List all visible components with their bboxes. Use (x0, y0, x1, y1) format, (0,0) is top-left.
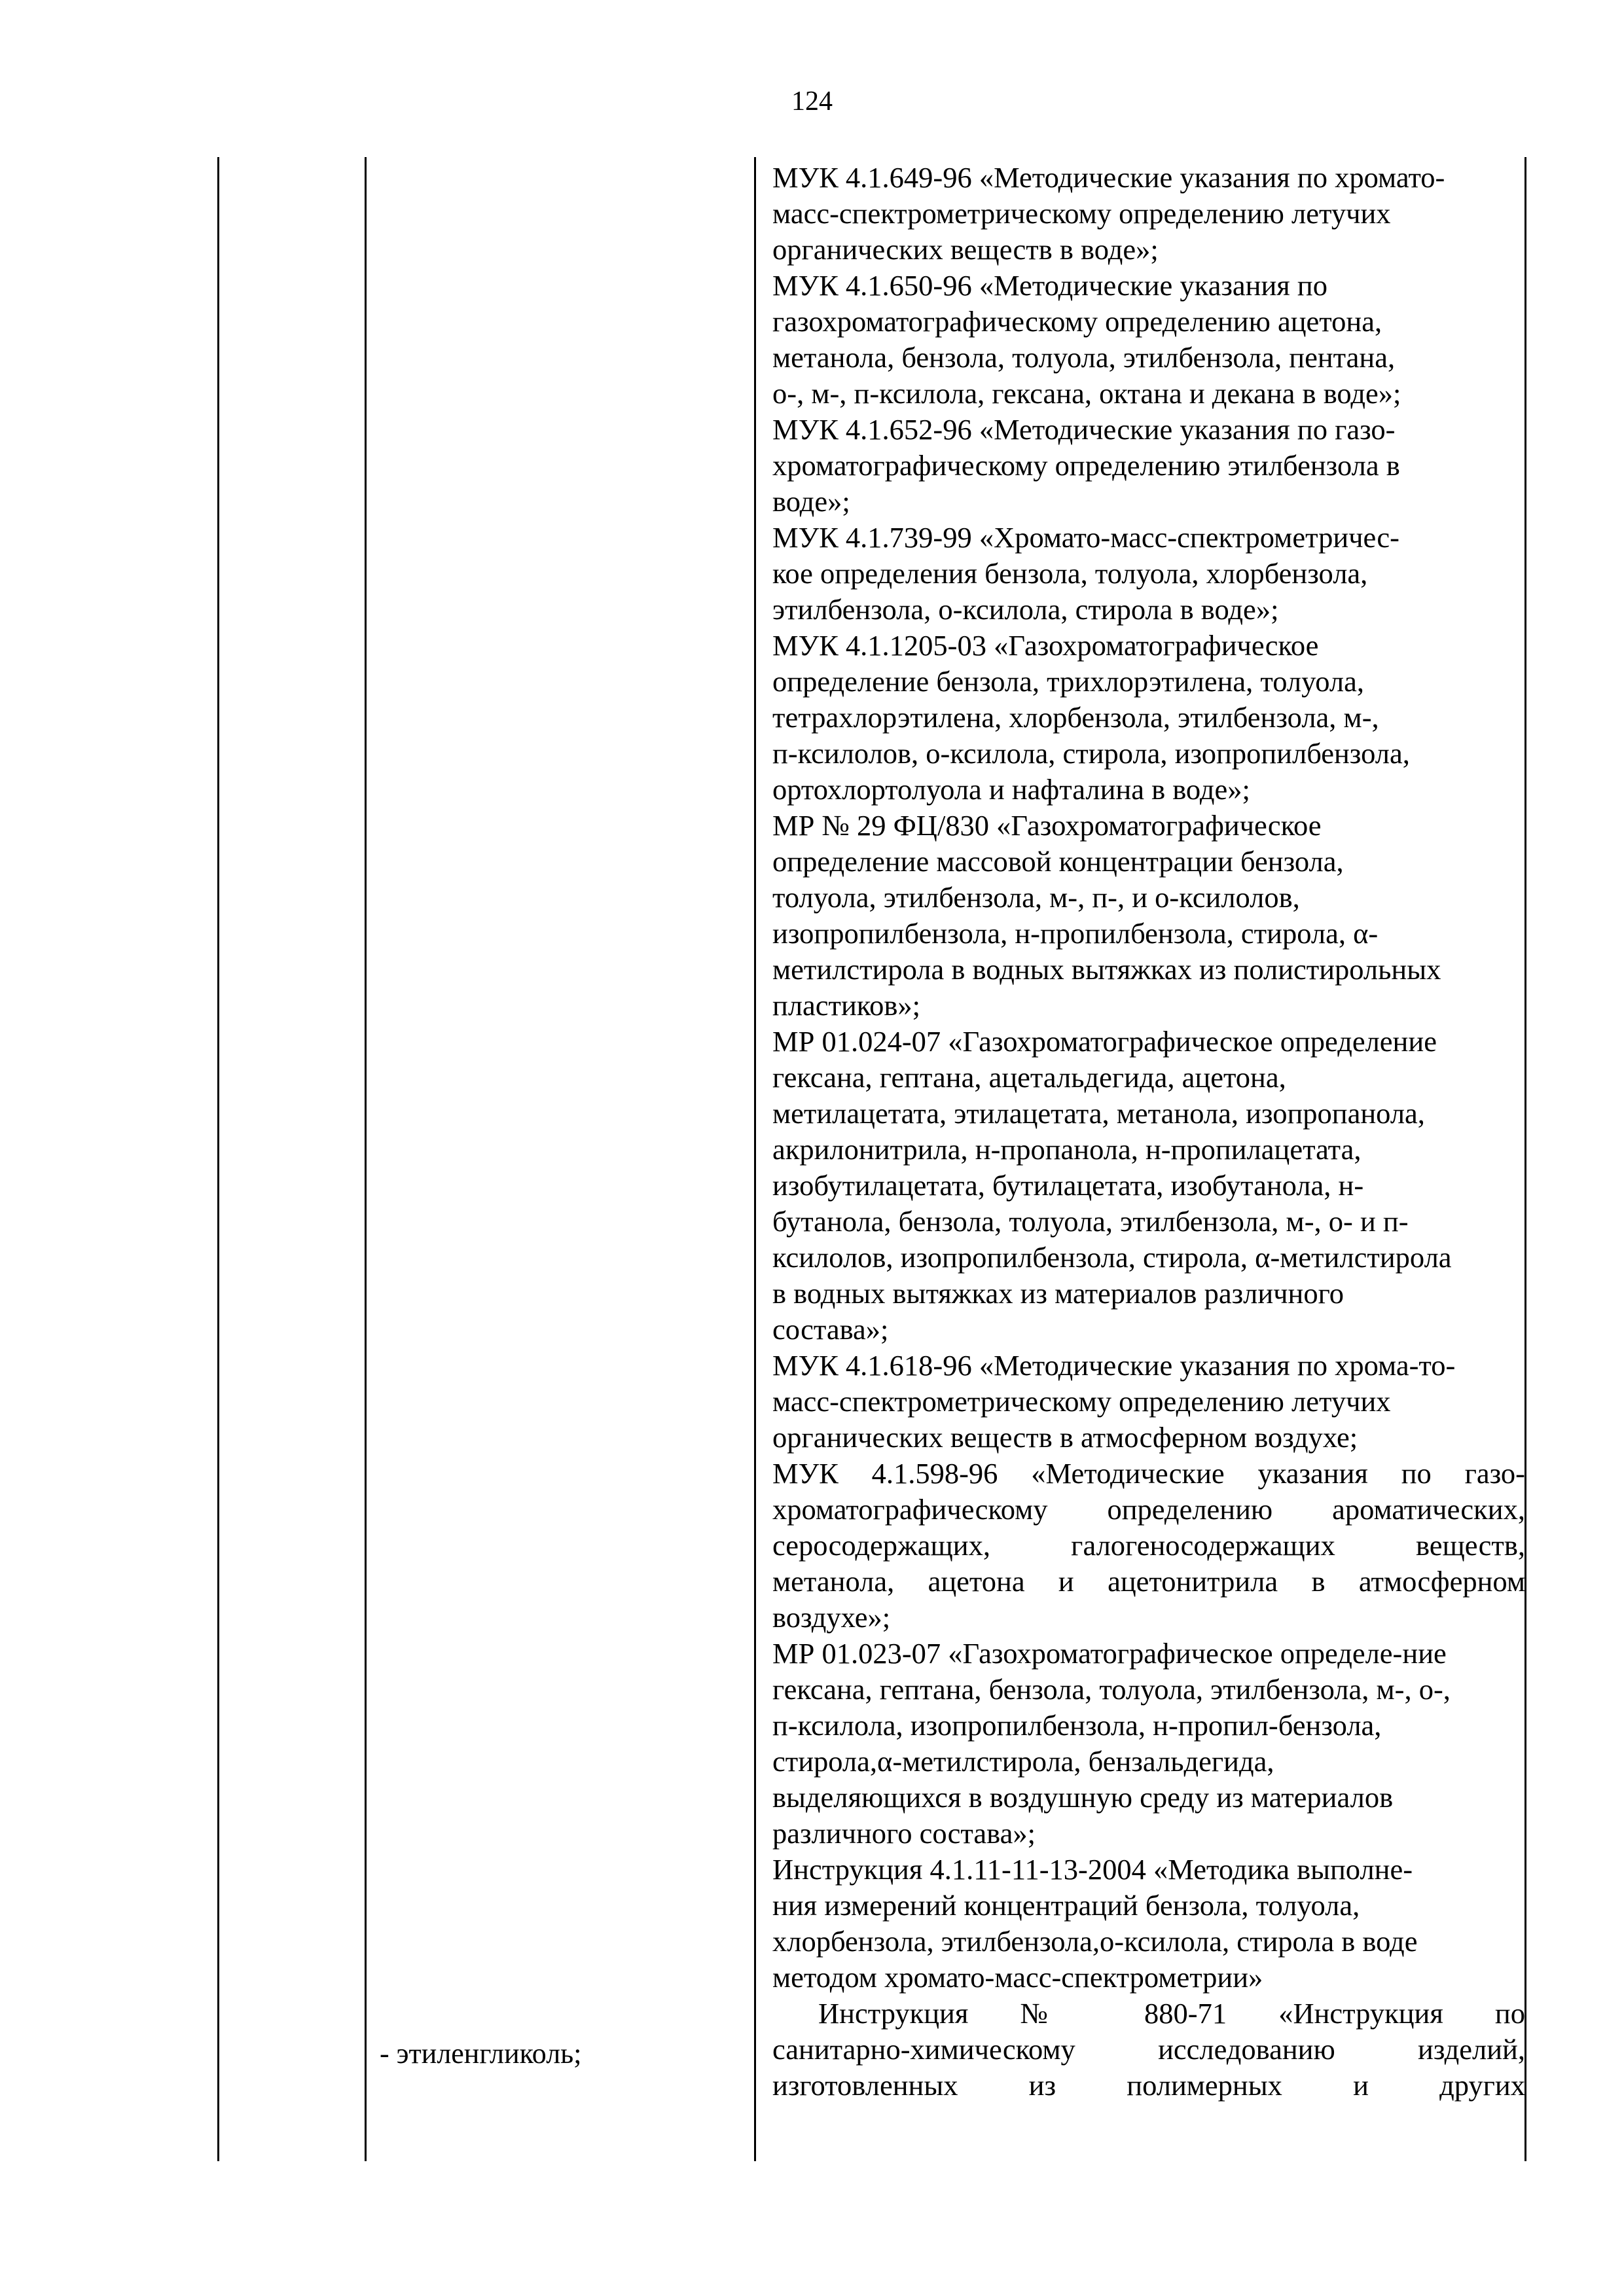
method-text-line: ния измерений концентраций бензола, толуола, (772, 1889, 1360, 1922)
method-text-line: МР 01.023-07 «Газохроматографическое определе-ние (772, 1637, 1447, 1670)
method-text-line: гексана, гептана, ацетальдегида, ацетона, (772, 1061, 1286, 1094)
method-text-line: Инструкция № 880-71 «Инструкция по (818, 1997, 1525, 2030)
method-text-line: методом хромато-масс-спектрометрии» (772, 1961, 1263, 1994)
method-text-line: изобутилацетата, бутилацетата, изобутанола, н- (772, 1169, 1364, 1202)
method-text-line: различного состава»; (772, 1817, 1036, 1850)
method-text-line: изопропилбензола, н-пропилбензола, стирола, α- (772, 917, 1379, 950)
method-text-line: метанола, бензола, толуола, этилбензола, пентана, (772, 341, 1396, 374)
method-text-line: акрилонитрила, н-пропанола, н-пропилацетата, (772, 1133, 1362, 1166)
methods-column (772, 160, 1525, 2104)
table-border-col1-col2 (365, 157, 367, 2161)
method-text-line: органических веществ в воде»; (772, 233, 1159, 266)
method-text-line: кое определения бензола, толуола, хлорбензола, (772, 557, 1368, 590)
method-text-line: масс-спектрометрическому определению летучих (772, 1385, 1391, 1418)
method-text-line: метилстирола в водных вытяжках из полистирольных (772, 953, 1441, 986)
method-text-line: МУК 4.1.598-96 «Методические указания по газо- (772, 1457, 1525, 1490)
method-text-line: газохроматографическому определению ацетона, (772, 305, 1382, 338)
method-text-line: метанола, ацетона и ацетонитрила в атмосферном (772, 1565, 1525, 1598)
method-text-line: МУК 4.1.649-96 «Методические указания по хромато- (772, 161, 1445, 194)
method-text-line: масс-спектрометрическому определению летучих (772, 197, 1391, 230)
method-text-line: определение массовой концентрации бензола, (772, 845, 1344, 878)
method-text-line: определение бензола, трихлорэтилена, толуола, (772, 665, 1365, 698)
table-border-col2-col3 (754, 157, 756, 2161)
method-text-line: воде»; (772, 485, 850, 518)
method-text-line: МР 01.024-07 «Газохроматографическое определение (772, 1025, 1437, 1058)
method-text-line: о-, м-, п-ксилола, гексана, октана и декана в воде»; (772, 377, 1401, 410)
method-text-line: состава»; (772, 1313, 889, 1346)
substance-name: - этиленгликоль; (380, 2037, 582, 2070)
method-text-line: органических веществ в атмосферном воздухе; (772, 1421, 1358, 1454)
method-text-line: ксилолов, изопропилбензола, стирола, α-метилстирола (772, 1241, 1452, 1274)
method-text-line: Инструкция 4.1.11-11-13-2004 «Методика выполне- (772, 1853, 1413, 1886)
method-text-line: п-ксилолов, о-ксилола, стирола, изопропилбензола, (772, 737, 1410, 770)
method-text-line: МУК 4.1.1205-03 «Газохроматографическое (772, 629, 1319, 662)
method-text-line: хроматографическому определению ароматических, (772, 1493, 1525, 1526)
method-text-line: в водных вытяжках из материалов различного (772, 1277, 1344, 1310)
method-text-line: этилбензола, о-ксилола, стирола в воде»; (772, 593, 1279, 626)
method-text-line: МР № 29 ФЦ/830 «Газохроматографическое (772, 809, 1322, 842)
method-text-line: бутанола, бензола, толуола, этилбензола, м-, о- и п- (772, 1205, 1409, 1238)
method-text-line: хроматографическому определению этилбензола в (772, 449, 1400, 482)
method-text-line: пластиков»; (772, 989, 921, 1022)
method-text-line: п-ксилола, изопропилбензола, н-пропил-бензола, (772, 1709, 1382, 1742)
method-text-line: серосодержащих, галогеносодержащих веществ, (772, 1529, 1525, 1562)
page-number: 124 (791, 86, 833, 117)
method-text-line: выделяющихся в воздушную среду из материалов (772, 1781, 1394, 1814)
method-text-line: МУК 4.1.618-96 «Методические указания по хрома-то- (772, 1349, 1456, 1382)
method-text-line: МУК 4.1.652-96 «Методические указания по газо- (772, 413, 1396, 446)
method-text-line: тетрахлорэтилена, хлорбензола, этилбензола, м-, (772, 701, 1379, 734)
method-text-line: толуола, этилбензола, м-, п-, и о-ксилолов, (772, 881, 1300, 914)
method-text-line: хлорбензола, этилбензола,о-ксилола, стирола в воде (772, 1925, 1418, 1958)
method-text-line: изготовленных из полимерных и других (772, 2069, 1525, 2102)
table-border-left (217, 157, 219, 2161)
method-text-line: МУК 4.1.650-96 «Методические указания по (772, 269, 1327, 302)
method-text-line: стирола,α-метилстирола, бензальдегида, (772, 1745, 1274, 1778)
method-text-line: метилацетата, этилацетата, метанола, изопропанола, (772, 1097, 1425, 1130)
method-text-line: воздухе»; (772, 1601, 891, 1634)
method-text-line: гексана, гептана, бензола, толуола, этилбензола, м-, о-, (772, 1673, 1451, 1706)
method-text-line: МУК 4.1.739-99 «Хромато-масс-спектрометричес- (772, 521, 1399, 554)
method-text-line: санитарно-химическому исследованию изделий, (772, 2033, 1525, 2066)
method-text-line: ортохлортолуола и нафталина в воде»; (772, 773, 1250, 806)
